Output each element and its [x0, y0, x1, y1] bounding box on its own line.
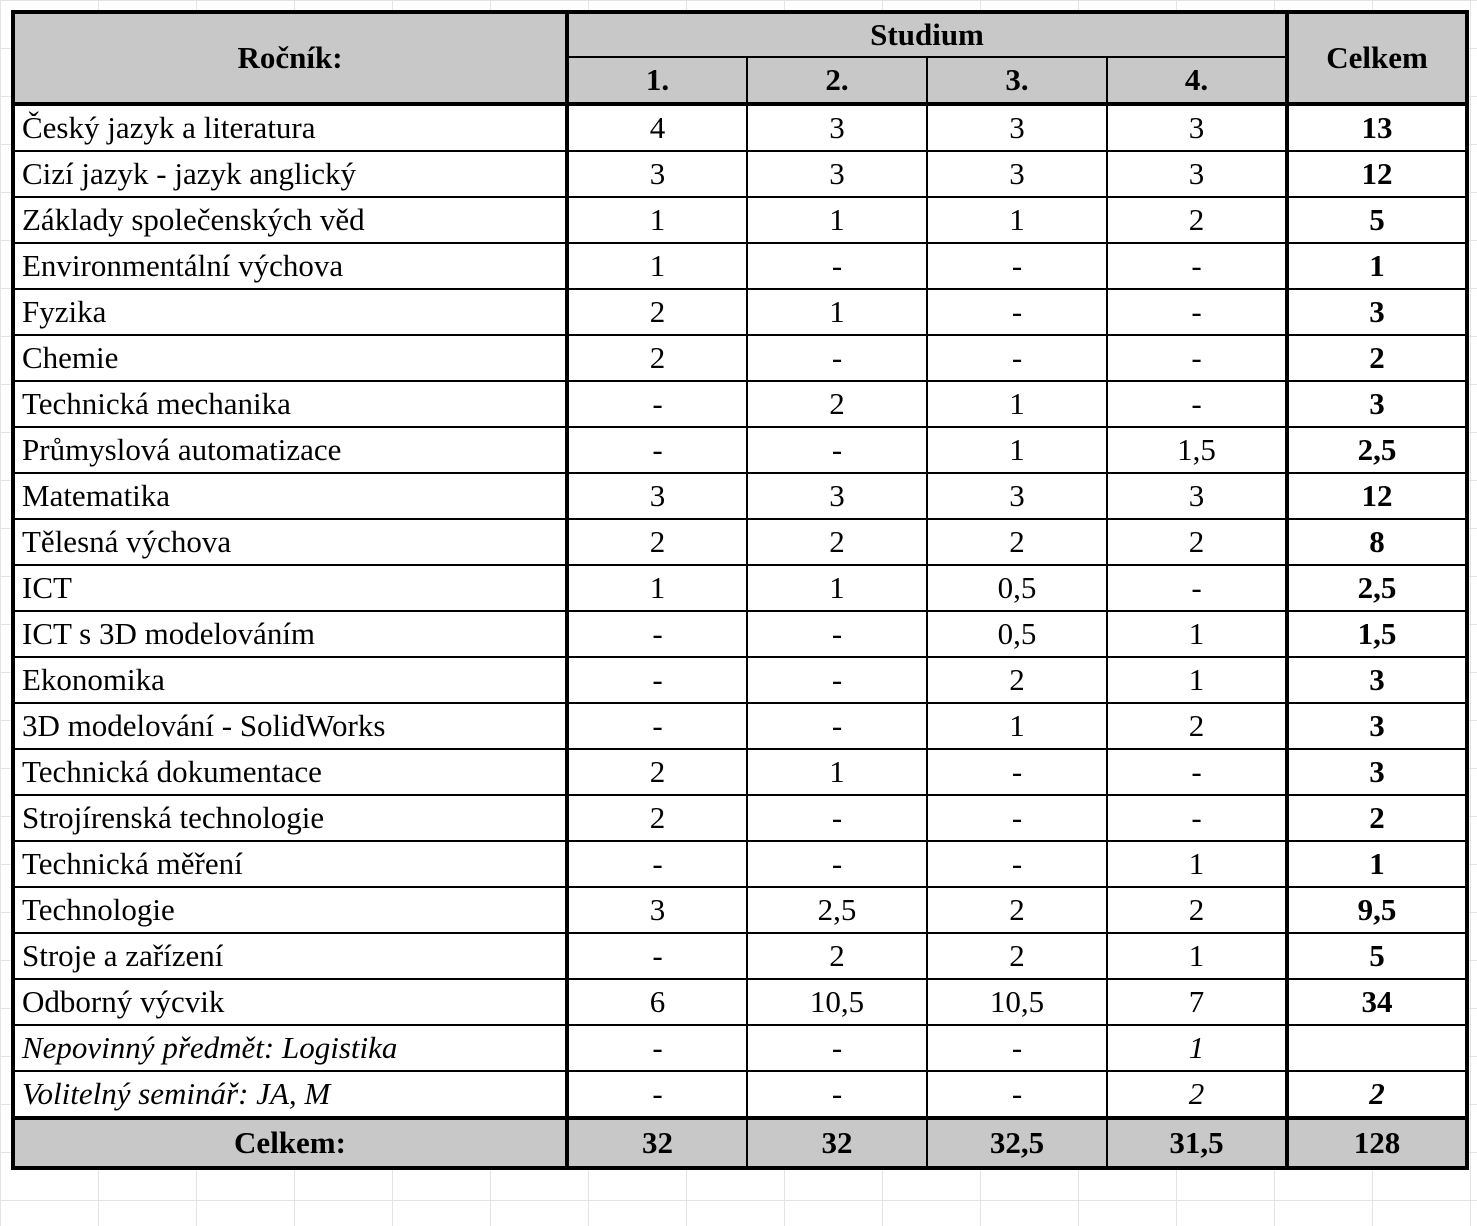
- hours-cell-year-4[interactable]: 3: [1107, 104, 1287, 151]
- total-year-4[interactable]: 31,5: [1107, 1118, 1287, 1168]
- table-row: [13, 473, 1467, 519]
- table-row: [13, 243, 1467, 289]
- hours-cell-year-1[interactable]: 2: [567, 749, 747, 795]
- hours-cell-year-1[interactable]: -: [567, 703, 747, 749]
- row-total-cell[interactable]: 3: [1287, 657, 1467, 703]
- hours-cell-year-2[interactable]: 1: [747, 197, 927, 243]
- row-total-cell[interactable]: 1: [1287, 841, 1467, 887]
- row-total-cell[interactable]: 12: [1287, 151, 1467, 197]
- header-rocnik[interactable]: Ročník:: [13, 12, 567, 104]
- subject-cell[interactable]: Průmyslová automatizace: [13, 427, 567, 473]
- hours-cell-year-4[interactable]: 2: [1107, 519, 1287, 565]
- hours-cell-year-1[interactable]: 2: [567, 519, 747, 565]
- table-row: [13, 289, 1467, 335]
- row-total-cell[interactable]: 2: [1287, 335, 1467, 381]
- hours-cell-year-1[interactable]: 6: [567, 979, 747, 1025]
- grand-total[interactable]: 128: [1287, 1118, 1467, 1168]
- hours-cell-year-1[interactable]: -: [567, 933, 747, 979]
- row-total-cell[interactable]: 5: [1287, 197, 1467, 243]
- table-row: [13, 381, 1467, 427]
- hours-cell-year-1[interactable]: 3: [567, 473, 747, 519]
- hours-cell-year-3[interactable]: -: [927, 243, 1107, 289]
- hours-cell-year-1[interactable]: 3: [567, 151, 747, 197]
- row-total-cell[interactable]: 34: [1287, 979, 1467, 1025]
- row-total-cell[interactable]: [1287, 1025, 1467, 1071]
- hours-cell-year-1[interactable]: 2: [567, 795, 747, 841]
- subject-cell[interactable]: Technická mechanika: [13, 381, 567, 427]
- hours-cell-year-3[interactable]: 0,5: [927, 565, 1107, 611]
- hours-cell-year-4[interactable]: 2: [1107, 1071, 1287, 1118]
- subject-cell[interactable]: Základy společenských věd: [13, 197, 567, 243]
- table-row: [13, 1025, 1467, 1071]
- subject-cell[interactable]: Odborný výcvik: [13, 979, 567, 1025]
- hours-cell-year-4[interactable]: 1: [1107, 657, 1287, 703]
- hours-cell-year-2[interactable]: -: [747, 841, 927, 887]
- hours-cell-year-1[interactable]: 3: [567, 887, 747, 933]
- total-year-3[interactable]: 32,5: [927, 1118, 1107, 1168]
- hours-cell-year-1[interactable]: -: [567, 657, 747, 703]
- curriculum-table: [11, 10, 1469, 1170]
- subject-cell[interactable]: Chemie: [13, 335, 567, 381]
- table-row: [13, 979, 1467, 1025]
- row-total-cell[interactable]: 2,5: [1287, 565, 1467, 611]
- hours-cell-year-2[interactable]: 3: [747, 473, 927, 519]
- hours-cell-year-4[interactable]: -: [1107, 289, 1287, 335]
- table-row: [13, 151, 1467, 197]
- table-row: [13, 519, 1467, 565]
- table-row: [13, 795, 1467, 841]
- hours-cell-year-3[interactable]: -: [927, 749, 1107, 795]
- hours-cell-year-4[interactable]: -: [1107, 243, 1287, 289]
- subject-cell[interactable]: Stroje a zařízení: [13, 933, 567, 979]
- hours-cell-year-3[interactable]: 1: [927, 381, 1107, 427]
- subject-cell[interactable]: Technická měření: [13, 841, 567, 887]
- hours-cell-year-4[interactable]: -: [1107, 565, 1287, 611]
- hours-cell-year-4[interactable]: 1: [1107, 611, 1287, 657]
- header-year-2[interactable]: 2.: [747, 57, 927, 104]
- table-row: [13, 933, 1467, 979]
- table-row: [13, 104, 1467, 151]
- subject-cell[interactable]: Tělesná výchova: [13, 519, 567, 565]
- hours-cell-year-2[interactable]: -: [747, 611, 927, 657]
- hours-cell-year-1[interactable]: -: [567, 1071, 747, 1118]
- subject-cell[interactable]: Technická dokumentace: [13, 749, 567, 795]
- hours-cell-year-4[interactable]: 3: [1107, 151, 1287, 197]
- row-total-cell[interactable]: 2: [1287, 1071, 1467, 1118]
- table-row: [13, 841, 1467, 887]
- table-row: [13, 335, 1467, 381]
- hours-cell-year-2[interactable]: 2,5: [747, 887, 927, 933]
- hours-cell-year-4[interactable]: -: [1107, 381, 1287, 427]
- header-year-3[interactable]: 3.: [927, 57, 1107, 104]
- hours-cell-year-2[interactable]: 1: [747, 565, 927, 611]
- hours-cell-year-4[interactable]: 1,5: [1107, 427, 1287, 473]
- row-total-cell[interactable]: 12: [1287, 473, 1467, 519]
- hours-cell-year-2[interactable]: -: [747, 243, 927, 289]
- hours-cell-year-1[interactable]: 2: [567, 289, 747, 335]
- hours-cell-year-1[interactable]: 1: [567, 197, 747, 243]
- row-total-cell[interactable]: 2,5: [1287, 427, 1467, 473]
- subject-cell[interactable]: Matematika: [13, 473, 567, 519]
- table-row: [13, 887, 1467, 933]
- table-row: [13, 611, 1467, 657]
- table-row: [13, 565, 1467, 611]
- hours-cell-year-4[interactable]: 1: [1107, 933, 1287, 979]
- subject-cell[interactable]: Volitelný seminář: JA, M: [13, 1071, 567, 1118]
- hours-cell-year-2[interactable]: -: [747, 657, 927, 703]
- table-row: [13, 427, 1467, 473]
- hours-cell-year-4[interactable]: 7: [1107, 979, 1287, 1025]
- table-body: [13, 104, 1467, 1118]
- row-total-cell[interactable]: 3: [1287, 381, 1467, 427]
- hours-cell-year-1[interactable]: 4: [567, 104, 747, 151]
- hours-cell-year-1[interactable]: 2: [567, 335, 747, 381]
- hours-cell-year-1[interactable]: -: [567, 381, 747, 427]
- hours-cell-year-4[interactable]: -: [1107, 795, 1287, 841]
- hours-cell-year-3[interactable]: 3: [927, 104, 1107, 151]
- table-header: [13, 12, 1467, 104]
- hours-cell-year-2[interactable]: -: [747, 1025, 927, 1071]
- subject-cell[interactable]: Cizí jazyk - jazyk anglický: [13, 151, 567, 197]
- subject-cell[interactable]: ICT: [13, 565, 567, 611]
- hours-cell-year-3[interactable]: 1: [927, 427, 1107, 473]
- hours-cell-year-3[interactable]: -: [927, 1025, 1107, 1071]
- subject-cell[interactable]: Fyzika: [13, 289, 567, 335]
- subject-cell[interactable]: Technologie: [13, 887, 567, 933]
- row-total-cell[interactable]: 3: [1287, 749, 1467, 795]
- hours-cell-year-3[interactable]: 10,5: [927, 979, 1107, 1025]
- total-row: [13, 1118, 1467, 1168]
- hours-cell-year-1[interactable]: -: [567, 1025, 747, 1071]
- hours-cell-year-1[interactable]: -: [567, 427, 747, 473]
- hours-cell-year-3[interactable]: 3: [927, 151, 1107, 197]
- total-year-1[interactable]: 32: [567, 1118, 747, 1168]
- hours-cell-year-3[interactable]: -: [927, 841, 1107, 887]
- hours-cell-year-3[interactable]: 1: [927, 703, 1107, 749]
- row-total-cell[interactable]: 2: [1287, 795, 1467, 841]
- hours-cell-year-4[interactable]: 1: [1107, 841, 1287, 887]
- hours-cell-year-4[interactable]: -: [1107, 335, 1287, 381]
- hours-cell-year-2[interactable]: -: [747, 427, 927, 473]
- hours-cell-year-1[interactable]: -: [567, 611, 747, 657]
- row-total-cell[interactable]: 1: [1287, 243, 1467, 289]
- row-total-cell[interactable]: 5: [1287, 933, 1467, 979]
- hours-cell-year-4[interactable]: -: [1107, 749, 1287, 795]
- hours-cell-year-1[interactable]: 1: [567, 243, 747, 289]
- hours-cell-year-1[interactable]: 1: [567, 565, 747, 611]
- hours-cell-year-3[interactable]: 2: [927, 887, 1107, 933]
- header-year-1[interactable]: 1.: [567, 57, 747, 104]
- table-row: [13, 749, 1467, 795]
- table-footer: [13, 1118, 1467, 1168]
- header-studium[interactable]: Studium: [567, 12, 1287, 57]
- total-row-label[interactable]: Celkem:: [13, 1118, 567, 1168]
- subject-cell[interactable]: Český jazyk a literatura: [13, 104, 567, 151]
- row-total-cell[interactable]: 1,5: [1287, 611, 1467, 657]
- hours-cell-year-4[interactable]: 2: [1107, 703, 1287, 749]
- hours-cell-year-2[interactable]: -: [747, 335, 927, 381]
- hours-cell-year-4[interactable]: 2: [1107, 197, 1287, 243]
- hours-cell-year-3[interactable]: 2: [927, 519, 1107, 565]
- hours-cell-year-2[interactable]: 2: [747, 381, 927, 427]
- row-total-cell[interactable]: 13: [1287, 104, 1467, 151]
- table-row: [13, 1071, 1467, 1118]
- subject-cell[interactable]: Environmentální výchova: [13, 243, 567, 289]
- row-total-cell[interactable]: 8: [1287, 519, 1467, 565]
- header-year-4[interactable]: 4.: [1107, 57, 1287, 104]
- subject-cell[interactable]: 3D modelování - SolidWorks: [13, 703, 567, 749]
- hours-cell-year-1[interactable]: -: [567, 841, 747, 887]
- hours-cell-year-2[interactable]: 1: [747, 749, 927, 795]
- hours-cell-year-3[interactable]: -: [927, 1071, 1107, 1118]
- hours-cell-year-4[interactable]: 3: [1107, 473, 1287, 519]
- hours-cell-year-2[interactable]: 1: [747, 289, 927, 335]
- hours-cell-year-2[interactable]: 2: [747, 933, 927, 979]
- subject-cell[interactable]: ICT s 3D modelováním: [13, 611, 567, 657]
- hours-cell-year-3[interactable]: 2: [927, 657, 1107, 703]
- hours-cell-year-3[interactable]: 2: [927, 933, 1107, 979]
- hours-cell-year-2[interactable]: 2: [747, 519, 927, 565]
- header-celkem[interactable]: Celkem: [1287, 12, 1467, 104]
- subject-cell[interactable]: Ekonomika: [13, 657, 567, 703]
- row-total-cell[interactable]: 9,5: [1287, 887, 1467, 933]
- table-row: [13, 703, 1467, 749]
- hours-cell-year-3[interactable]: -: [927, 289, 1107, 335]
- hours-cell-year-4[interactable]: 2: [1107, 887, 1287, 933]
- hours-cell-year-3[interactable]: 0,5: [927, 611, 1107, 657]
- hours-cell-year-2[interactable]: 10,5: [747, 979, 927, 1025]
- hours-cell-year-2[interactable]: -: [747, 703, 927, 749]
- total-year-2[interactable]: 32: [747, 1118, 927, 1168]
- hours-cell-year-3[interactable]: 1: [927, 197, 1107, 243]
- table-row: [13, 657, 1467, 703]
- hours-cell-year-3[interactable]: -: [927, 335, 1107, 381]
- row-total-cell[interactable]: 3: [1287, 703, 1467, 749]
- row-total-cell[interactable]: 3: [1287, 289, 1467, 335]
- table-row: [13, 197, 1467, 243]
- hours-cell-year-3[interactable]: 3: [927, 473, 1107, 519]
- hours-cell-year-2[interactable]: -: [747, 1071, 927, 1118]
- hours-cell-year-2[interactable]: 3: [747, 104, 927, 151]
- subject-cell[interactable]: Nepovinný předmět: Logistika: [13, 1025, 567, 1071]
- subject-cell[interactable]: Strojírenská technologie: [13, 795, 567, 841]
- hours-cell-year-3[interactable]: -: [927, 795, 1107, 841]
- hours-cell-year-2[interactable]: 3: [747, 151, 927, 197]
- hours-cell-year-2[interactable]: -: [747, 795, 927, 841]
- hours-cell-year-4[interactable]: 1: [1107, 1025, 1287, 1071]
